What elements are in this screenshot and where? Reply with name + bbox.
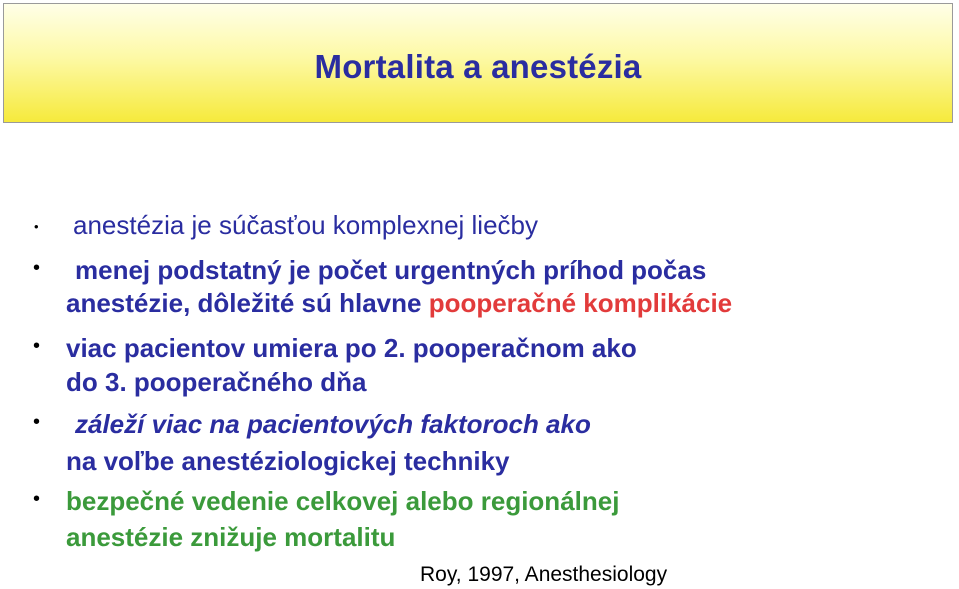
bullet-marker: • <box>33 411 41 433</box>
bullet-marker: • <box>34 219 39 234</box>
citation: Roy, 1997, Anesthesiology <box>420 563 668 586</box>
bullet-2-highlight: pooperačné komplikácie <box>428 288 733 318</box>
bullet-2-line-1: menej podstatný je počet urgentných príhod počas <box>75 255 707 285</box>
bullet-5-line-2: anestézie znižuje mortalitu <box>66 522 396 552</box>
title-banner <box>3 3 953 123</box>
bullet-4-line-1: záleží viac na pacientových faktoroch ako <box>75 409 591 439</box>
bullet-4-line-2: na voľbe anestéziologickej techniky <box>66 446 510 476</box>
bullet-marker: • <box>33 488 41 510</box>
bullet-2-line-2 <box>66 290 732 316</box>
bullet-2-line-2-text: anestézie, dôležité sú hlavne <box>66 288 429 318</box>
bullet-3-line-1: viac pacientov umiera po 2. pooperačnom ako <box>66 333 637 363</box>
bullet-3-line-2: do 3. pooperačného dňa <box>66 367 367 397</box>
slide-title: Mortalita a anestézia <box>314 48 642 85</box>
bullet-5-line-1: bezpečné vedenie celkovej alebo regionálnej <box>66 486 620 516</box>
bullet-marker: • <box>33 257 41 279</box>
bullet-marker: • <box>33 335 41 357</box>
bullet-1-line-1: anestézia je súčasťou komplexnej liečby <box>73 210 539 240</box>
